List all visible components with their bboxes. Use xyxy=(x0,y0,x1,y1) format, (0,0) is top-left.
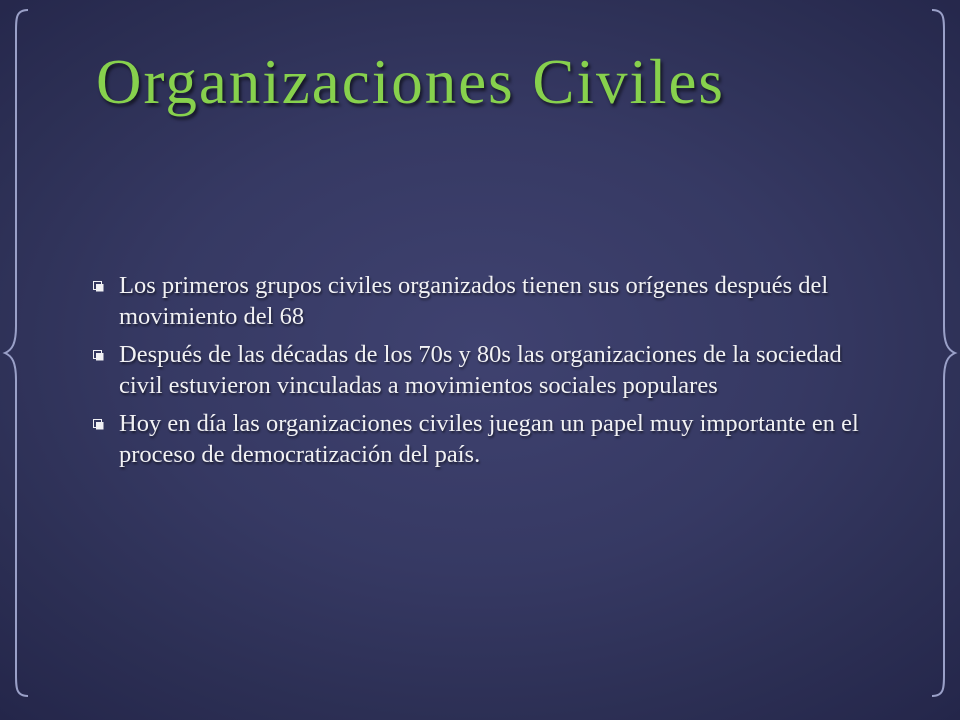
square-bullet-icon xyxy=(93,281,104,292)
bullet-text: Los primeros grupos civiles organizados tienen sus orígenes después del movimiento del 68 xyxy=(119,272,829,330)
right-brace-decoration xyxy=(928,8,958,698)
list-item xyxy=(91,340,861,401)
list-item xyxy=(91,271,861,332)
bullet-list xyxy=(91,271,861,478)
square-bullet-icon xyxy=(93,350,104,361)
square-bullet-icon xyxy=(93,419,104,430)
left-brace-decoration xyxy=(2,8,32,698)
bullet-text: Después de las décadas de los 70s y 80s las organizaciones de la sociedad civil estuvieron vinculadas a movimientos sociales populares xyxy=(119,341,842,399)
list-item xyxy=(91,409,861,470)
slide-title: Organizaciones Civiles xyxy=(96,47,725,117)
bullet-text: Hoy en día las organizaciones civiles juegan un papel muy importante en el proceso de democratización del país. xyxy=(119,410,859,468)
